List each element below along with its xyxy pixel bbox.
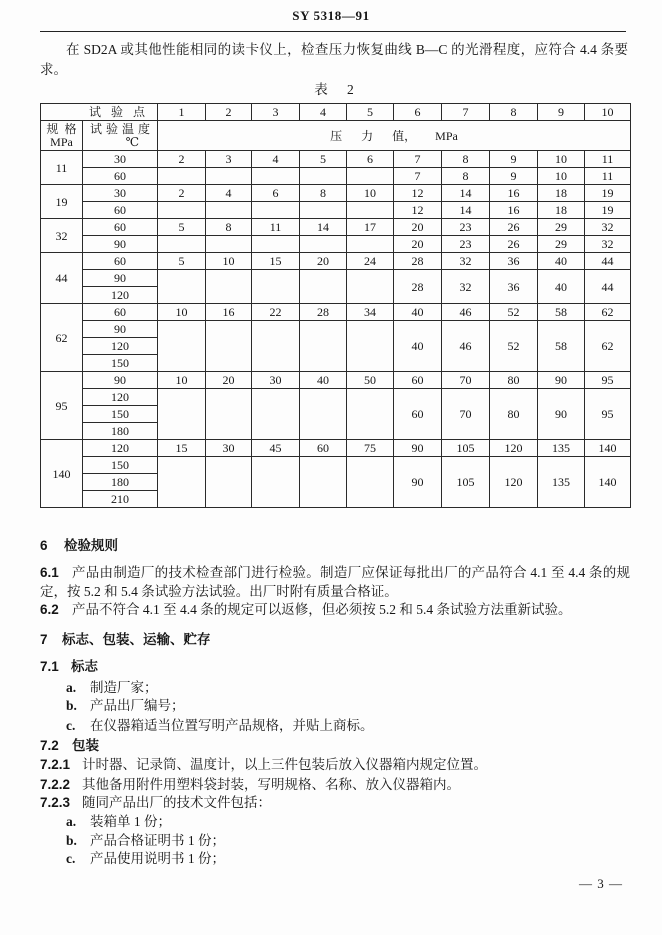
blank-cell — [252, 457, 300, 508]
spec-header — [41, 121, 83, 151]
blank-cell — [300, 457, 347, 508]
marking-item-c — [66, 717, 628, 735]
blank-cell — [252, 270, 300, 304]
blank-cell — [158, 321, 206, 372]
test-point-6: 6 — [394, 104, 442, 121]
pressure-header: 压 力 值， MPa — [158, 121, 631, 151]
subsection-7-2-heading — [40, 737, 630, 755]
temperature-cell: 60 — [83, 304, 158, 321]
pressure-value-cell: 8 — [442, 151, 490, 168]
clause-number: 7.2.1 — [40, 757, 71, 772]
blank-cell — [347, 236, 394, 253]
section-6-heading — [40, 537, 630, 555]
pressure-value-cell: 15 — [252, 253, 300, 270]
pressure-value-cell: 40 — [538, 253, 585, 270]
blank-cell — [347, 270, 394, 304]
test-point-5: 5 — [347, 104, 394, 121]
pressure-value-cell: 34 — [347, 304, 394, 321]
pressure-value-cell: 80 — [490, 372, 538, 389]
pressure-value-cell: 32 — [585, 219, 631, 236]
test-point-4: 4 — [300, 104, 347, 121]
blank-cell — [206, 202, 252, 219]
temperature-cell: 210 — [83, 491, 158, 508]
pressure-value-cell: 6 — [347, 151, 394, 168]
item-label: c. — [66, 851, 76, 866]
pressure-value-cell: 30 — [252, 372, 300, 389]
pressure-value-cell: 95 — [585, 372, 631, 389]
pressure-value-cell: 12 — [394, 185, 442, 202]
table-row — [41, 372, 631, 389]
pressure-value-cell: 5 — [158, 253, 206, 270]
pressure-value-cell: 20 — [206, 372, 252, 389]
clause-6-1-line-2 — [40, 583, 630, 601]
test-point-row — [41, 104, 631, 121]
pressure-value-cell: 36 — [490, 253, 538, 270]
pressure-value-cell: 32 — [442, 253, 490, 270]
pressure-value-cell: 20 — [394, 236, 442, 253]
pressure-value-cell: 20 — [394, 219, 442, 236]
pressure-value-cell: 10 — [206, 253, 252, 270]
pressure-value-cell: 14 — [442, 202, 490, 219]
table-row — [41, 304, 631, 321]
blank-cell — [300, 236, 347, 253]
marking-item-a — [66, 679, 628, 697]
temperature-cell: 90 — [83, 321, 158, 338]
table-row — [41, 457, 631, 474]
item-text: 产品出厂编号； — [90, 698, 185, 713]
page-number: — 3 — — [579, 876, 622, 891]
pressure-value-cell: 45 — [252, 440, 300, 457]
temperature-cell: 90 — [83, 372, 158, 389]
temperature-cell: 120 — [83, 440, 158, 457]
pressure-value-cell: 10 — [158, 304, 206, 321]
temperature-cell: 180 — [83, 423, 158, 440]
clause-6-1-line-1 — [40, 564, 630, 582]
temperature-cell: 60 — [83, 168, 158, 185]
pressure-value-cell: 62 — [585, 321, 631, 372]
table-row — [41, 270, 631, 287]
pressure-value-cell: 4 — [206, 185, 252, 202]
pressure-value-cell: 28 — [300, 304, 347, 321]
section-title: 检验规则 — [64, 538, 118, 553]
intro-line-1 — [66, 41, 628, 59]
pressure-value-cell: 90 — [538, 389, 585, 440]
blank-cell — [206, 270, 252, 304]
pressure-value-cell: 7 — [394, 168, 442, 185]
pressure-value-cell: 29 — [538, 236, 585, 253]
temperature-cell: 150 — [83, 406, 158, 423]
item-text: 产品合格证明书 1 份； — [90, 833, 225, 848]
temperature-unit: ℃ — [125, 134, 140, 149]
pressure-value-cell: 12 — [394, 202, 442, 219]
blank-cell — [252, 389, 300, 440]
table-row — [41, 236, 631, 253]
clause-text: 随同产品出厂的技术文件包括： — [82, 795, 271, 810]
subsection-title: 标志 — [71, 659, 98, 674]
pressure-value-cell: 11 — [252, 219, 300, 236]
column-header-row — [41, 121, 631, 151]
temperature-cell: 90 — [83, 236, 158, 253]
item-text: 装箱单 1 份； — [90, 814, 171, 829]
pressure-value-cell: 62 — [585, 304, 631, 321]
table-title: 表 2 — [314, 82, 354, 97]
pressure-value-cell: 22 — [252, 304, 300, 321]
blank-cell — [206, 457, 252, 508]
pressure-value-cell: 58 — [538, 304, 585, 321]
table-row — [41, 253, 631, 270]
pressure-value-cell: 16 — [490, 202, 538, 219]
pressure-value-cell: 40 — [538, 270, 585, 304]
pressure-value-cell: 120 — [490, 440, 538, 457]
item-text: 在仪器箱适当位置写明产品规格，并贴上商标。 — [90, 718, 374, 733]
pressure-value-cell: 70 — [442, 389, 490, 440]
pressure-value-cell: 140 — [585, 457, 631, 508]
pressure-value-cell: 95 — [585, 389, 631, 440]
clause-text: 产品不符合 4.1 至 4.4 条的规定可以返修，但必须按 5.2 和 5.4 条试验方法重新试验。 — [72, 602, 572, 617]
blank-cell — [347, 321, 394, 372]
clause-7-2-3 — [40, 794, 630, 812]
item-label: a. — [66, 814, 77, 829]
header-rule — [40, 31, 626, 32]
blank-cell — [347, 389, 394, 440]
pressure-value-cell: 50 — [347, 372, 394, 389]
pressure-value-cell: 14 — [442, 185, 490, 202]
blank-cell — [252, 236, 300, 253]
blank-cell — [158, 168, 206, 185]
spec-cell: 62 — [41, 304, 83, 372]
pressure-value-cell: 2 — [158, 185, 206, 202]
pressure-value-cell: 90 — [394, 457, 442, 508]
temperature-cell: 120 — [83, 389, 158, 406]
spec-cell: 140 — [41, 440, 83, 508]
section-number: 6 — [40, 538, 48, 553]
temperature-cell: 120 — [83, 338, 158, 355]
intro-text: 在 SD2A 或其他性能相同的读卡仪上，检查压力恢复曲线 B—C 的光滑程度，应符合 4.4 条要 — [66, 42, 628, 57]
test-point-3: 3 — [252, 104, 300, 121]
pressure-value-cell: 80 — [490, 389, 538, 440]
pressure-value-cell: 14 — [300, 219, 347, 236]
test-point-2: 2 — [206, 104, 252, 121]
pressure-value-cell: 9 — [490, 168, 538, 185]
pressure-value-cell: 18 — [538, 202, 585, 219]
blank-cell — [252, 202, 300, 219]
blank-cell — [347, 202, 394, 219]
pressure-value-cell: 8 — [442, 168, 490, 185]
pressure-value-cell: 24 — [347, 253, 394, 270]
test-point-1: 1 — [158, 104, 206, 121]
document-item-b — [66, 832, 628, 850]
pressure-value-cell: 70 — [442, 372, 490, 389]
test-point-8: 8 — [490, 104, 538, 121]
table-row — [41, 389, 631, 406]
clause-text: 定，按 5.2 和 5.4 条试验方法试验。出厂时附有质量合格证。 — [40, 584, 398, 599]
intro-line-2 — [40, 61, 630, 79]
pressure-value-cell: 18 — [538, 185, 585, 202]
blank-cell — [206, 236, 252, 253]
pressure-value-cell: 28 — [394, 270, 442, 304]
spec-label: 规 格 — [46, 121, 77, 136]
item-label: b. — [66, 698, 77, 713]
spec-cell: 19 — [41, 185, 83, 219]
temperature-header — [83, 121, 158, 151]
table-row — [41, 219, 631, 236]
pressure-value-cell: 140 — [585, 440, 631, 457]
pressure-value-cell: 7 — [394, 151, 442, 168]
item-label: b. — [66, 833, 77, 848]
temperature-label: 试 验 温 度 — [90, 121, 151, 136]
item-label: c. — [66, 718, 76, 733]
pressure-value-cell: 58 — [538, 321, 585, 372]
pressure-value-cell: 75 — [347, 440, 394, 457]
blank-cell — [206, 168, 252, 185]
standard-code: SY 5318—91 — [292, 8, 370, 23]
temperature-cell: 30 — [83, 151, 158, 168]
pressure-value-cell: 105 — [442, 440, 490, 457]
document-item-a — [66, 813, 628, 831]
blank-cell — [347, 168, 394, 185]
pressure-value-cell: 16 — [206, 304, 252, 321]
pressure-value-cell: 16 — [490, 185, 538, 202]
pressure-value-cell: 60 — [394, 389, 442, 440]
pressure-value-cell: 9 — [490, 151, 538, 168]
pressure-value-cell: 10 — [347, 185, 394, 202]
clause-7-2-1 — [40, 756, 630, 774]
pressure-value-cell: 46 — [442, 321, 490, 372]
pressure-value-cell: 17 — [347, 219, 394, 236]
intro-text: 求。 — [40, 62, 67, 77]
blank-cell — [347, 457, 394, 508]
blank-cell — [252, 168, 300, 185]
pressure-value-cell: 32 — [585, 236, 631, 253]
blank-cell — [158, 389, 206, 440]
pressure-value-cell: 5 — [158, 219, 206, 236]
pressure-value-cell: 105 — [442, 457, 490, 508]
clause-number: 7.2.2 — [40, 777, 71, 792]
blank-cell — [300, 202, 347, 219]
spec-unit: MPa — [50, 134, 73, 149]
pressure-value-cell: 15 — [158, 440, 206, 457]
subsection-title: 包装 — [72, 738, 99, 753]
pressure-value-cell: 135 — [538, 457, 585, 508]
blank-cell — [300, 389, 347, 440]
document-item-c — [66, 850, 628, 868]
clause-text: 计时器、记录筒、温度计，以上三件包装后放入仪器箱内规定位置。 — [82, 757, 487, 772]
pressure-value-cell: 120 — [490, 457, 538, 508]
pressure-value-cell: 19 — [585, 185, 631, 202]
pressure-value-cell: 11 — [585, 151, 631, 168]
item-text: 产品使用说明书 1 份； — [90, 851, 225, 866]
temperature-cell: 90 — [83, 270, 158, 287]
pressure-value-cell: 60 — [394, 372, 442, 389]
table-row — [41, 168, 631, 185]
blank-cell — [158, 236, 206, 253]
table-row — [41, 151, 631, 168]
pressure-value-cell: 23 — [442, 236, 490, 253]
subsection-number: 7.2 — [40, 738, 59, 753]
pressure-value-cell: 90 — [538, 372, 585, 389]
pressure-value-cell: 90 — [394, 440, 442, 457]
pressure-value-cell: 135 — [538, 440, 585, 457]
pressure-value-cell: 29 — [538, 219, 585, 236]
pressure-value-cell: 8 — [206, 219, 252, 236]
spec-cell: 11 — [41, 151, 83, 185]
temperature-cell: 120 — [83, 287, 158, 304]
pressure-value-cell: 36 — [490, 270, 538, 304]
clause-number: 7.2.3 — [40, 795, 71, 810]
subsection-7-1-heading — [40, 658, 630, 676]
pressure-value-cell: 44 — [585, 253, 631, 270]
pressure-value-cell: 60 — [300, 440, 347, 457]
temperature-cell: 30 — [83, 185, 158, 202]
temperature-cell: 150 — [83, 457, 158, 474]
blank-cell — [206, 389, 252, 440]
section-title: 标志、包装、运输、贮存 — [62, 632, 211, 647]
spec-cell: 44 — [41, 253, 83, 304]
pressure-value-cell: 6 — [252, 185, 300, 202]
pressure-value-cell: 11 — [585, 168, 631, 185]
temperature-cell: 180 — [83, 474, 158, 491]
pressure-value-cell: 19 — [585, 202, 631, 219]
blank-cell — [300, 168, 347, 185]
pressure-value-cell: 4 — [252, 151, 300, 168]
marking-item-b — [66, 697, 628, 715]
table-row — [41, 321, 631, 338]
pressure-value-cell: 32 — [442, 270, 490, 304]
blank-cell — [158, 270, 206, 304]
blank-cell — [300, 321, 347, 372]
test-point-9: 9 — [538, 104, 585, 121]
clause-text: 产品由制造厂的技术检查部门进行检验。制造厂应保证每批出厂的产品符合 4.1 至 4.4 条的规 — [72, 565, 630, 580]
pressure-value-cell: 52 — [490, 304, 538, 321]
blank-cell — [300, 270, 347, 304]
temperature-cell: 60 — [83, 202, 158, 219]
table-row — [41, 440, 631, 457]
subsection-number: 7.1 — [40, 659, 59, 674]
clause-7-2-2 — [40, 776, 630, 794]
temperature-cell: 150 — [83, 355, 158, 372]
pressure-value-cell: 2 — [158, 151, 206, 168]
test-point-7: 7 — [442, 104, 490, 121]
pressure-value-cell: 3 — [206, 151, 252, 168]
section-number: 7 — [40, 632, 48, 647]
item-label: a. — [66, 680, 77, 695]
blank-cell — [158, 457, 206, 508]
test-point-10: 10 — [585, 104, 631, 121]
pressure-value-cell: 52 — [490, 321, 538, 372]
pressure-value-cell: 26 — [490, 236, 538, 253]
temperature-cell: 60 — [83, 219, 158, 236]
pressure-value-cell: 10 — [158, 372, 206, 389]
pressure-table — [40, 103, 631, 508]
section-7-heading — [40, 631, 630, 649]
pressure-value-cell: 20 — [300, 253, 347, 270]
pressure-value-cell: 5 — [300, 151, 347, 168]
clause-number: 6.2 — [40, 602, 59, 617]
clause-text: 其他备用附件用塑料袋封装，写明规格、名称、放入仪器箱内。 — [82, 777, 460, 792]
blank-cell — [158, 202, 206, 219]
pressure-value-cell: 28 — [394, 253, 442, 270]
spec-cell: 95 — [41, 372, 83, 440]
pressure-value-cell: 40 — [300, 372, 347, 389]
pressure-value-cell: 23 — [442, 219, 490, 236]
spec-cell: 32 — [41, 219, 83, 253]
pressure-value-cell: 40 — [394, 321, 442, 372]
pressure-value-cell: 46 — [442, 304, 490, 321]
clause-6-2 — [40, 601, 630, 619]
pressure-value-cell: 40 — [394, 304, 442, 321]
pressure-value-cell: 30 — [206, 440, 252, 457]
temperature-cell: 60 — [83, 253, 158, 270]
pressure-value-cell: 10 — [538, 168, 585, 185]
blank-cell — [206, 321, 252, 372]
clause-number: 6.1 — [40, 565, 59, 580]
table-body — [41, 151, 631, 508]
test-point-label: 试 验 点 — [41, 104, 158, 121]
blank-cell — [252, 321, 300, 372]
table-row — [41, 185, 631, 202]
table-row — [41, 202, 631, 219]
pressure-value-cell: 8 — [300, 185, 347, 202]
pressure-value-cell: 26 — [490, 219, 538, 236]
pressure-value-cell: 44 — [585, 270, 631, 304]
item-text: 制造厂家； — [90, 680, 158, 695]
pressure-value-cell: 10 — [538, 151, 585, 168]
